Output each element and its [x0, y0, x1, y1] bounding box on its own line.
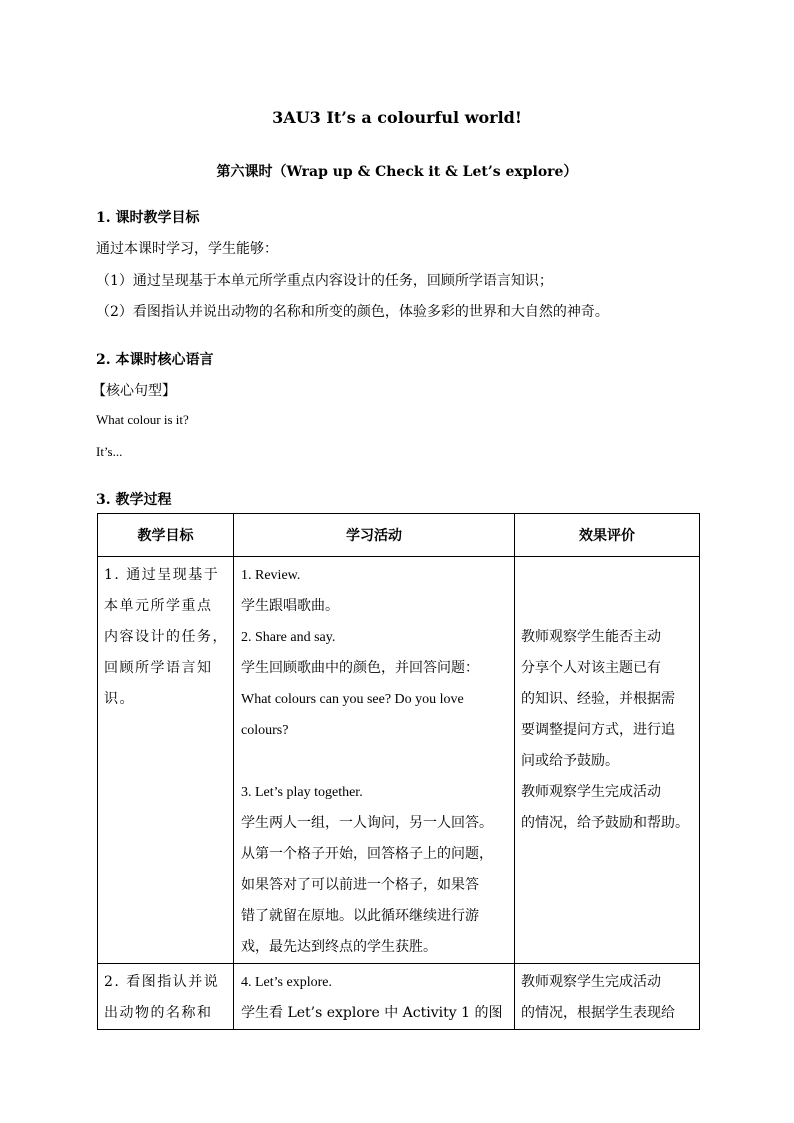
- cell-line: 的情况，根据学生表现给: [521, 1005, 675, 1021]
- core-pattern-label: 【核心句型】: [92, 383, 176, 399]
- cell-line: colours?: [241, 723, 289, 738]
- table-row: [98, 557, 700, 964]
- section1-heading: 1. 课时教学目标: [96, 210, 200, 226]
- cell-line: 学生看 Let’s explore 中 Activity 1 的图: [241, 1005, 503, 1021]
- activity-cell: [234, 557, 515, 964]
- cell-line: 学生两人一组，一人询问，另一人回答。: [241, 815, 493, 831]
- teaching-process-table: [97, 513, 700, 1030]
- cell-line: What colours can you see? Do you love: [241, 692, 464, 707]
- cell-line: 2. Share and say.: [241, 630, 336, 645]
- cell-line: 学生回顾歌曲中的颜色，并回答问题：: [241, 660, 479, 676]
- cell-line: 戏，最先达到终点的学生获胜。: [241, 939, 437, 955]
- cell-line: 教师观察学生能否主动: [521, 629, 661, 645]
- cell-line: 识。: [104, 691, 135, 707]
- section1-intro: 通过本课时学习，学生能够：: [96, 241, 278, 257]
- section2-heading: 2. 本课时核心语言: [96, 352, 214, 368]
- cell-line: 本单元所学重点: [104, 598, 213, 614]
- cell-line: [521, 591, 697, 622]
- cell-line: 1. 通过呈现基于: [104, 567, 220, 583]
- column-header: 教学目标: [98, 514, 234, 557]
- column-header: 效果评价: [515, 514, 700, 557]
- cell-line: 教师观察学生完成活动: [521, 784, 661, 800]
- cell-line: 4. Let’s explore.: [241, 975, 332, 990]
- objective-item: （2）看图指认并说出动物的名称和所变的颜色，体验多彩的世界和大自然的神奇。: [96, 304, 609, 320]
- section3-heading: 3. 教学过程: [96, 492, 172, 508]
- cell-line: 分享个人对该主题已有: [521, 660, 661, 676]
- goal-cell: [98, 964, 234, 1030]
- cell-line: 从第一个格子开始，回答格子上的问题，: [241, 846, 493, 862]
- cell-line: 错了就留在原地。以此循环继续进行游: [241, 908, 479, 924]
- cell-line: 如果答对了可以前进一个格子，如果答: [241, 877, 479, 893]
- cell-line: [521, 560, 697, 591]
- cell-line: 1. Review.: [241, 568, 301, 583]
- cell-line: 出动物的名称和: [104, 1005, 213, 1021]
- evaluation-cell: [515, 557, 700, 964]
- cell-line: 内容设计的任务，: [104, 629, 228, 645]
- activity-cell: [234, 964, 515, 1030]
- cell-line: 学生跟唱歌曲。: [241, 598, 339, 614]
- table-header-row: [98, 514, 700, 557]
- cell-line: [241, 746, 510, 777]
- goal-cell: [98, 557, 234, 964]
- cell-line: 回顾所学语言知: [104, 660, 213, 676]
- core-sentence: What colour is it?: [96, 412, 189, 427]
- core-sentence: It’s...: [96, 444, 123, 459]
- cell-line: 3. Let’s play together.: [241, 785, 363, 800]
- objective-item: （1）通过呈现基于本单元所学重点内容设计的任务，回顾所学语言知识；: [96, 273, 553, 289]
- column-header: 学习活动: [234, 514, 515, 557]
- cell-line: 的情况，给予鼓励和帮助。: [521, 815, 689, 831]
- table-row: [98, 964, 700, 1030]
- cell-line: 要调整提问方式，进行追: [521, 722, 675, 738]
- cell-line: 教师观察学生完成活动: [521, 974, 661, 990]
- lesson-subtitle: 第六课时（Wrap up & Check it & Let’s explore）: [216, 164, 578, 180]
- cell-line: 问或给予鼓励。: [521, 753, 619, 769]
- cell-line: 2. 看图指认并说: [104, 974, 220, 990]
- evaluation-cell: [515, 964, 700, 1030]
- document-title: 3AU3 It’s a colourful world!: [272, 108, 522, 127]
- cell-line: 的知识、经验，并根据需: [521, 691, 675, 707]
